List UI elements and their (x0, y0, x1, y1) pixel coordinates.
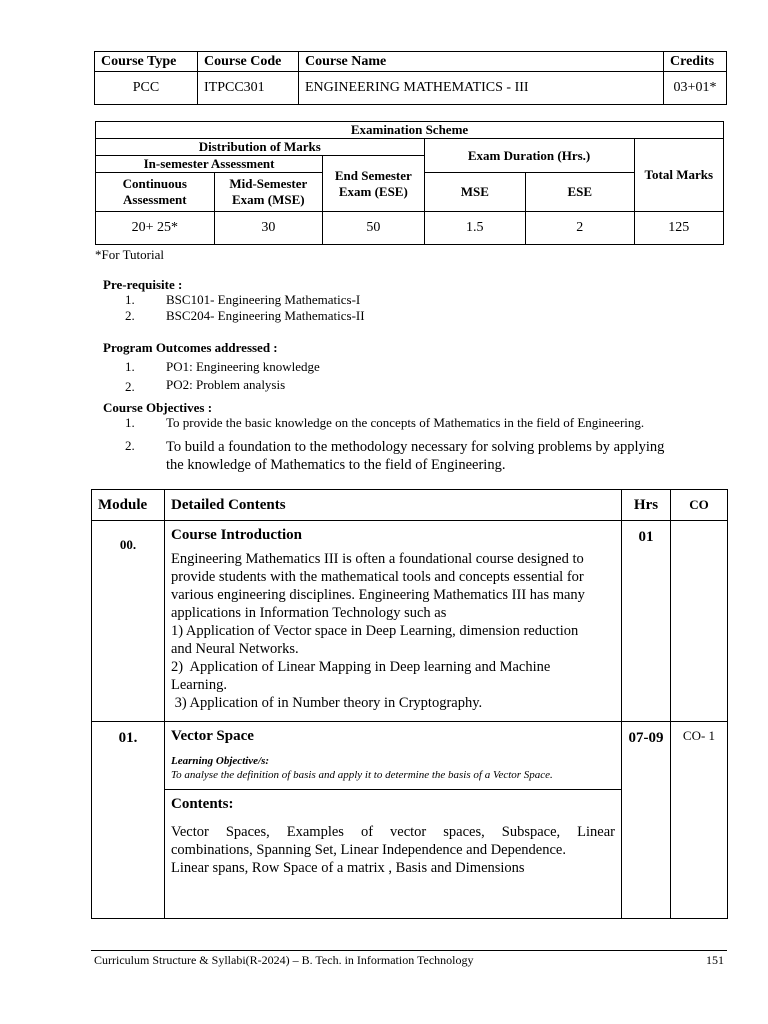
mse-value: 30 (214, 212, 323, 245)
footer-text: Curriculum Structure & Syllabi(R-2024) – B. Tech. in Information Technology (94, 953, 474, 967)
duration-ese-header: ESE (526, 173, 635, 212)
contents-line: Vector Spaces, Examples of vector spaces, Subspace, Linear (171, 824, 615, 840)
module-details (165, 521, 622, 722)
contents-text (171, 823, 615, 877)
header-credits: Credits (664, 52, 727, 72)
in-semester-header: In-semester Assessment (96, 156, 323, 173)
duration-mse-value: 1.5 (424, 212, 525, 245)
objective-item-2-line2: the knowledge of Mathematics to the field of Engineering. (166, 457, 506, 473)
desc-line: 1) Application of Vector space in Deep Learning, dimension reduction (171, 623, 579, 639)
prerequisite-num-1: 1. (125, 292, 135, 307)
program-outcomes-heading: Program Outcomes addressed : (103, 340, 278, 355)
course-info-table (94, 51, 727, 105)
module-title: Vector Space (171, 728, 254, 744)
module-number: 01. (92, 722, 165, 919)
po-num-2: 2. (125, 379, 135, 394)
credits: 03+01* (664, 72, 727, 105)
contents-line: Linear spans, Row Space of a matrix , Basis and Dimensions (171, 860, 525, 876)
header-course-code: Course Code (198, 52, 299, 72)
contents-heading: Contents: (171, 796, 234, 812)
header-hrs: Hrs (622, 490, 671, 521)
header-detailed-contents: Detailed Contents (165, 490, 622, 521)
tutorial-footnote: *For Tutorial (95, 247, 164, 262)
module-title: Course Introduction (171, 527, 302, 543)
objective-item-2-line1: To build a foundation to the methodology necessary for solving problems by applying (166, 439, 665, 455)
mse-header: Mid-Semester Exam (MSE) (214, 173, 323, 212)
desc-line: applications in Information Technology such as (171, 605, 447, 621)
module-row (92, 521, 728, 722)
ese-header: End Semester Exam (ESE) (323, 156, 424, 212)
course-name: ENGINEERING MATHEMATICS - III (299, 72, 664, 105)
desc-line: 3) Application of in Number theory in Cryptography. (171, 695, 483, 711)
exam-duration-header: Exam Duration (Hrs.) (424, 139, 634, 173)
total-marks-header: Total Marks (634, 139, 723, 212)
course-objectives-heading: Course Objectives : (103, 400, 213, 415)
desc-line: various engineering disciplines. Engineering Mathematics III has many (171, 587, 585, 603)
module-co (671, 521, 728, 722)
desc-line: and Neural Networks. (171, 641, 299, 657)
po-item-2: PO2: Problem analysis (166, 377, 286, 392)
module-hours: 01 (622, 521, 671, 722)
total-marks-value: 125 (634, 212, 723, 245)
contents-line: combinations, Spanning Set, Linear Independence and Dependence. (171, 842, 566, 858)
objective-item-1: To provide the basic knowledge on the concepts of Mathematics in the field of Engineering. (166, 415, 645, 430)
desc-line: Learning. (171, 677, 227, 693)
desc-line: provide students with the mathematical tools and concepts essential for (171, 569, 584, 585)
module-contents-table (91, 489, 728, 919)
page-number: 151 (706, 953, 724, 967)
duration-ese-value: 2 (526, 212, 635, 245)
objective-num-2: 2. (125, 438, 135, 453)
header-course-type: Course Type (95, 52, 198, 72)
po-num-1: 1. (125, 359, 135, 374)
desc-line: Engineering Mathematics III is often a foundational course designed to (171, 551, 584, 567)
desc-line: 2) Application of Linear Mapping in Deep learning and Machine (171, 659, 551, 675)
continuous-header: Continuous Assessment (96, 173, 215, 212)
module-co: CO- 1 (671, 722, 728, 919)
header-co: CO (671, 490, 728, 521)
prerequisite-item-2: BSC204- Engineering Mathematics-II (166, 308, 365, 323)
objective-num-1: 1. (125, 415, 135, 430)
learning-objective-label: Learning Objective/s: (171, 755, 270, 767)
ese-value: 50 (323, 212, 424, 245)
module-description (171, 550, 615, 712)
header-course-name: Course Name (299, 52, 664, 72)
duration-mse-header: MSE (424, 173, 525, 212)
module-number: 00. (92, 521, 165, 722)
po-item-1: PO1: Engineering knowledge (166, 359, 320, 374)
distribution-header: Distribution of Marks (96, 139, 425, 156)
continuous-value: 20+ 25* (96, 212, 215, 245)
footer-divider (91, 950, 727, 951)
exam-scheme-title: Examination Scheme (96, 122, 724, 139)
prerequisite-item-1: BSC101- Engineering Mathematics-I (166, 292, 361, 307)
prerequisite-heading: Pre-requisite : (103, 277, 183, 292)
module-row (92, 722, 728, 919)
module-hours: 07-09 (622, 722, 671, 919)
course-type: PCC (95, 72, 198, 105)
prerequisite-num-2: 2. (125, 308, 135, 323)
module-details (165, 722, 622, 919)
course-code: ITPCC301 (198, 72, 299, 105)
header-module: Module (92, 490, 165, 521)
exam-scheme-table (95, 121, 724, 245)
learning-objective-text: To analyse the definition of basis and apply it to determine the basis of a Vector Space. (171, 769, 553, 781)
